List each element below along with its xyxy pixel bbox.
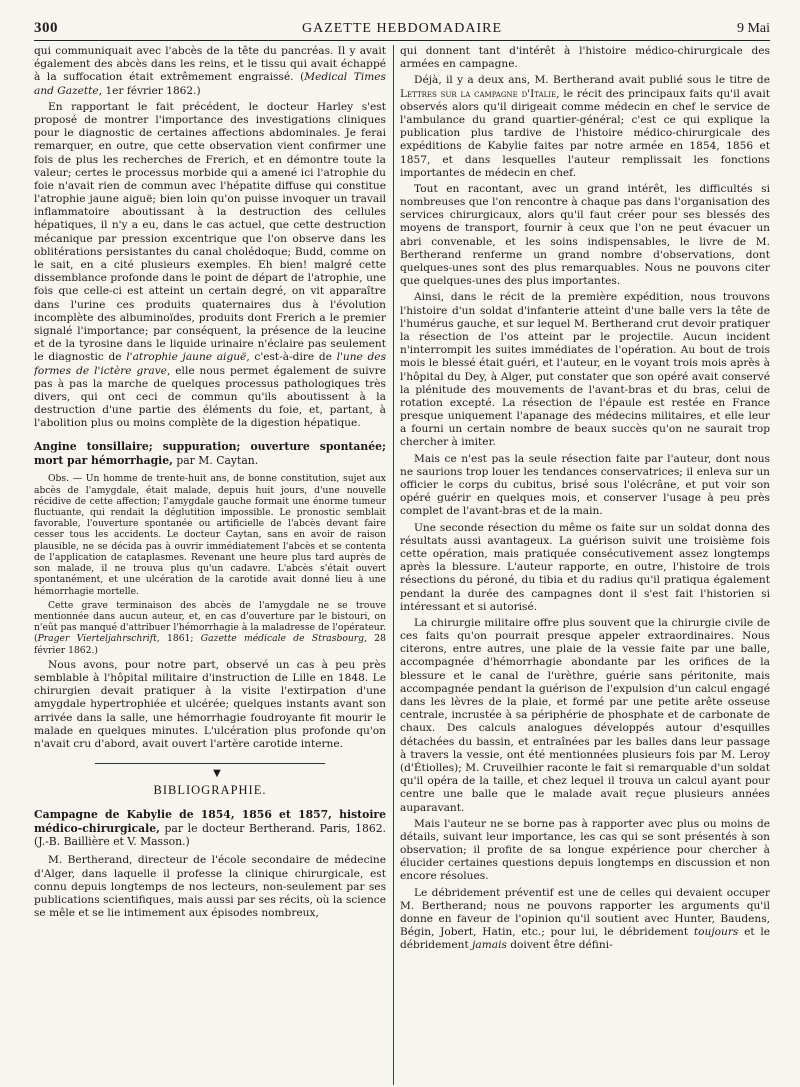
paragraph: qui donnent tant d'intérêt à l'histoire médico-chirurgicale des armées en campagne. (400, 45, 770, 71)
paragraph: En rapportant le fait précédent, le docteur Harley s'est proposé de montrer l'importance des investigations cliniques pour le diagnostic de certaines affections abdominales. Je ferai remarquer, en outre, que cette observation vient confirmer une fois de plus les recherches de Frerich, et en démontre toute la valeur; certes le processus morbide qui a amené ici l'atrophie du foie n'avait rien de commun avec l'hépatite diffuse qui constitue l'atrophie jaune aiguë; bien loin qu'on puisse invoquer un travail inflammatoire aboutissant à la destruction des cellules hépatiques, il n'y a eu, dans le cas actuel, que cette destruction mécanique par pression excentrique que l'on observe dans les oblitérations persistantes du canal cholédoque; Budd, comme on le sait, en a cité plusieurs exemples. Eh bien! malgré cette dissemblance profonde dans le point de départ de l'atrophie, une fois que celle-ci est atteint un certain degré, on vit apparaître dans l'urine ces produits quaternaires dus à l'évolution incomplète des albuminoïdes, produits dont Frerich a le premier signalé l'importance; par conséquent, la présence de la leucine et de la tyrosine dans le liquide urinaire n'éclaire pas seulement le diagnostic de l'atrophie jaune aiguë, c'est-à-dire de l'une des formes de l'ictère grave, elle nous permet également de suivre pas à pas la marche de quelques processus pathologiques très divers, qui ont ceci de commun qu'ils aboutissent à la destruction d'une partie des éléments du foie, et, partant, à l'abolition plus ou moins complète de la digestion hépatique. (34, 100, 386, 430)
paragraph: Déjà, il y a deux ans, M. Bertherand avait publié sous le titre de Lettres sur la campagne d'Italie, le récit des principaux faits qu'il avait observés alors qu'il dirigeait comme médecin en chef le service de l'ambulance du grand quartier-général; c'est ce qui explique la publication plus tardive de l'histoire médico-chirurgicale des expéditions de Kabylie faites par notre armée en 1854, 1856 et 1857, et dans lesquelles l'auteur remplissait les fonctions importantes de médecin en chef. (400, 74, 770, 179)
paragraph: Tout en racontant, avec un grand intérêt, les difficultés si nombreuses que l'on rencontre à chaque pas dans l'organisation des services chirurgicaux, alors qu'il faut créer pour ses blessés des moyens de transport, fournir à ceux que l'on ne peut évacuer un abri convenable, et les soins indispensables, le livre de M. Bertherand renferme un grand nombre d'observations, dont quelques-unes sont des plus remarquables. Nous ne pouvons citer que quelques-unes des plus importantes. (400, 182, 770, 288)
newspaper-page (34, 20, 770, 952)
column-rule (393, 45, 394, 1085)
observation-comment: Cette grave terminaison des abcès de l'amygdale ne se trouve mentionnée dans aucun auteur, et, en cas d'ouverture par le bistouri, on n'eût pas manqué d'attribuer l'hémorrhagie à la maladresse de l'opérateur. (Prager Vierteljahrschrift, 1861; Gazette médicale de Strasbourg, 28 février 1862.) (34, 599, 386, 656)
paragraph: La chirurgie militaire offre plus souvent que la chirurgie civile de ces faits qu'on pourrait presque appeler extraordinaires. Nous citerons, entre autres, une plaie de la vessie faite par une balle, accompagnée d'hémorrhagie abondante par les orifices de la blessure et le canal de l'urèthre, guérie sans péritonite, mais accompagnée pendant la guérison de l'expulsion d'un calcul engagé dans les lèvres de la plaie, et formé par une petite arête osseuse centrale, incrustée à sa périphérie de phosphate et de carbonate de chaux. Des calculs analogues développés autour d'esquilles détachées du bassin, et entraînées par les balles dans leur passage à travers la vessie, ont été mentionnées plusieurs fois par M. Leroy (d'Étiolles); M. Cruveilhier raconte le fait si remarquable d'un soldat qu'il opéra de la taille, et chez lequel il trouva un calcul ayant pour centre une balle que le malade avait reçue plusieurs années auparavant. (400, 616, 770, 814)
page-header (34, 20, 770, 41)
paragraph: qui communiquait avec l'abcès de la tête du pancréas. Il y avait également des abcès dans les reins, et le tissu qui avait échappé à la suffocation était extrêmement engraissé. (Medical Times and Gazette, 1er février 1862.) (34, 45, 386, 97)
bibliography-title: BIBLIOGRAPHIE. (153, 782, 267, 797)
ornament-icon: ▼ (213, 768, 221, 780)
observation-text: Obs. — Un homme de trente-huit ans, de bonne constitution, sujet aux abcès de l'amygdale, était malade, depuis huit jours, d'une nouvelle récidive de cette affection; l'amygdale gauche formait une énorme tumeur fluctuante, qui rendait la déglutition impossible. Le pronostic semblait favorable, l'ouverture spontanée ou artificielle de l'abcès devant faire cesser tous les accidents. Le docteur Caytan, sans en avoir de raison plausible, ne se décida pas à ouvrir immédiatement l'abcès et se contenta de l'application de cataplasmes. Revenant une heure plus tard auprès de son malade, il ne trouva plus qu'un cadavre. L'abcès s'était ouvert spontanément, et une ulcération de la carotide avait donné lieu à une hémorrhagie mortelle. (34, 473, 386, 597)
paragraph: Une seconde résection du même os faite sur un soldat donna des résultats aussi avantageux. La guérison suivit une troisième fois cette opération, mais pratiquée consécutivement assez longtemps après la blessure. L'auteur rapporte, en outre, l'histoire de trois résections du péroné, du tibia et du radius qu'il pratiqua également pendant la durée des campagnes dont il s'est fait l'historien si intéressant et si autorisé. (400, 521, 770, 613)
paragraph: Ainsi, dans le récit de la première expédition, nous trouvons l'histoire d'un soldat d'infanterie atteint d'une balle vers la tête de l'humérus gauche, et sur lequel M. Bertherand crut devoir pratiquer la résection de l'os atteint par le projectile. Aucun incident n'interrompit les suites immédiates de l'opération. Au bout de trois mois le blessé était guéri, et l'auteur, en le voyant trois mois après à l'hôpital du Dey, à Alger, put constater que son opéré avait conservé la plénitude des mouvements de l'avant-bras et du bras, celui de rotation excepté. La résection de l'épaule est restée en France presque uniquement l'apanage des médecins militaires, et elle leur a fourni un certain nombre de beaux succès qu'on ne saurait trop chercher à imiter. (400, 291, 770, 449)
paragraph: Le débridement préventif est une de celles qui devaient occuper M. Bertherand; nous ne pouvons rapporter les arguments qu'il donne en faveur de l'opinion qu'il soutient avec Hunter, Baudens, Bégin, Jobert, Hatin, etc.; pour lui, le débridement toujours et le débridement jamais doivent être défini- (400, 886, 770, 952)
paragraph: M. Bertherand, directeur de l'école secondaire de médecine d'Alger, dans laquelle il professe la clinique chirurgicale, est connu depuis longtemps de nos lecteurs, non-seulement par ses publications scientifiques, mais aussi par ses récits, où la science se mêle et se lie intimement aux épisodes nombreux, (34, 854, 386, 920)
paragraph: Mais ce n'est pas la seule résection faite par l'auteur, dont nous ne saurions trop louer les tendances conservatrices; il enleva sur un officier le corps du cubitus, brisé sous l'olécrâne, et put voir son opéré guérir en quelques mois, et conserver l'usage à peu près complet de l'avant-bras et de la main. (400, 452, 770, 518)
left-column (34, 45, 386, 1083)
journal-title: GAZETTE HEBDOMADAIRE (301, 21, 503, 36)
issue-date: 9 Mai (736, 21, 770, 36)
article-heading: Angine tonsillaire; suppuration; ouverture spontanée; mort par hémorrhagie, par M. Caytan. (34, 440, 386, 467)
section-divider (95, 763, 325, 764)
right-column (400, 45, 770, 1083)
page-number: 300 (34, 20, 58, 36)
paragraph: Mais l'auteur ne se borne pas à rapporter avec plus ou moins de détails, suivant leur importance, les cas qui se sont présentés à son observation; il profite de sa longue expérience pour chercher à élucider certaines questions depuis longtemps en discussion et non encore résolues. (400, 817, 770, 883)
article-columns (34, 45, 770, 1083)
book-heading: Campagne de Kabylie de 1854, 1856 et 1857, histoire médico-chirurgicale, par le docteur Bertherand. Paris, 1862. (J.-B. Baillière et V. Masson.) (34, 808, 386, 848)
paragraph: Nous avons, pour notre part, observé un cas à peu près semblable à l'hôpital militaire d'instruction de Lille en 1848. Le chirurgien devait pratiquer à la visite l'extirpation d'une amygdale hypertrophiée et ulcérée; quelques instants avant son arrivée dans la salle, une hémorrhagie foudroyante fit mourir le malade en quelques minutes. L'ulcération plus profonde qu'on n'avait cru d'abord, avait ouvert l'artère carotide interne. (34, 658, 386, 750)
